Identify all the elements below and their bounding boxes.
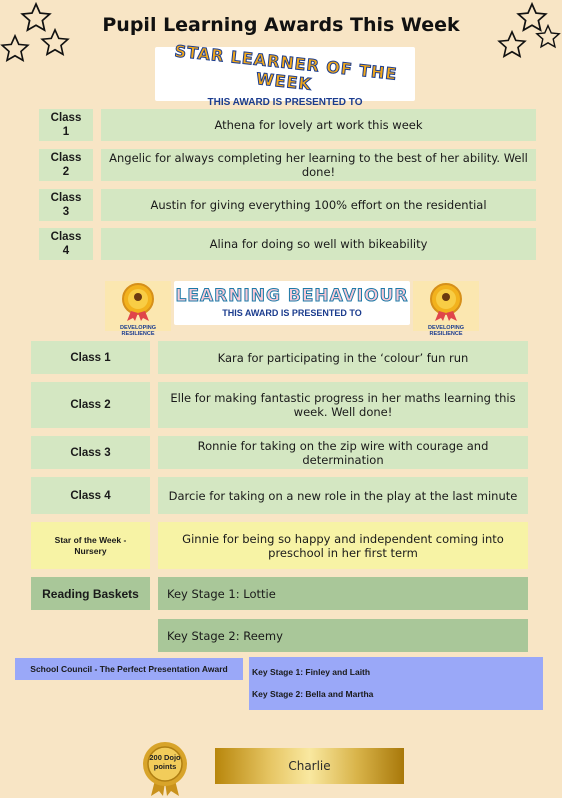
behaviour-class3-label: Class 3 (31, 436, 150, 469)
reading-baskets-label: Reading Baskets (31, 577, 150, 610)
reading-baskets-ks2: Key Stage 2: Reemy (158, 619, 528, 652)
dojo-winner-name: Charlie (288, 759, 331, 773)
school-council-ks2: Key Stage 2: Bella and Martha (252, 689, 374, 699)
dojo-points-badge (141, 740, 189, 796)
school-council-label: School Council - The Perfect Presentation Award (15, 658, 243, 680)
behaviour-class1-label: Class 1 (31, 341, 150, 374)
star-icon (40, 28, 70, 58)
star-learner-banner (155, 41, 415, 108)
dojo-points-badge-text: 200 Dojo points (149, 753, 181, 771)
resilience-badge-right (413, 281, 479, 337)
star-icon (535, 24, 561, 50)
star-icon (0, 34, 30, 64)
behaviour-class4-text: Darcie for taking on a new role in the play at the last minute (158, 477, 528, 514)
star-learner-banner-subtitle: THIS AWARD IS PRESENTED TO (207, 97, 363, 108)
behaviour-class2-text: Elle for making fantastic progress in her maths learning this week. Well done! (158, 382, 528, 428)
star-learner-class4-label: Class 4 (39, 228, 93, 260)
reading-baskets-ks1: Key Stage 1: Lottie (158, 577, 528, 610)
behaviour-class1-text: Kara for participating in the ‘colour’ fun run (158, 341, 528, 374)
nursery-label: Star of the Week - Nursery (31, 522, 150, 569)
page-title: Pupil Learning Awards This Week (102, 14, 460, 36)
learning-behaviour-subtitle: THIS AWARD IS PRESENTED TO (222, 308, 362, 318)
dojo-winner-plate (215, 748, 404, 784)
star-learner-class1-text: Athena for lovely art work this week (101, 109, 536, 141)
star-learner-class1-label: Class 1 (39, 109, 93, 141)
school-council-ks1: Key Stage 1: Finley and Laith (252, 667, 371, 677)
behaviour-class4-label: Class 4 (31, 477, 150, 514)
star-learner-class3-label: Class 3 (39, 189, 93, 221)
rosette-icon (413, 281, 479, 321)
learning-behaviour-banner (174, 281, 410, 325)
behaviour-class2-label: Class 2 (31, 382, 150, 428)
star-learner-class2-label: Class 2 (39, 149, 93, 181)
star-learner-class4-text: Alina for doing so well with bikeability (101, 228, 536, 260)
school-council-winners (249, 657, 543, 710)
nursery-text: Ginnie for being so happy and independent coming into preschool in her first term (158, 522, 528, 569)
star-icon (497, 30, 527, 60)
rosette-icon (105, 281, 171, 321)
badge-caption: DEVELOPING RESILIENCE (427, 325, 465, 337)
learning-behaviour-title: LEARNING BEHAVIOUR (175, 286, 409, 306)
star-learner-class3-text: Austin for giving everything 100% effort on the residential (101, 189, 536, 221)
behaviour-class3-text: Ronnie for taking on the zip wire with courage and determination (158, 436, 528, 469)
star-learner-class2-text: Angelic for always completing her learning to the best of her ability. Well done! (101, 149, 536, 181)
badge-caption: DEVELOPING RESILIENCE (119, 325, 157, 337)
resilience-badge-left (105, 281, 171, 337)
star-learner-banner-title: STAR LEARNER OF THE WEEK (173, 41, 399, 94)
